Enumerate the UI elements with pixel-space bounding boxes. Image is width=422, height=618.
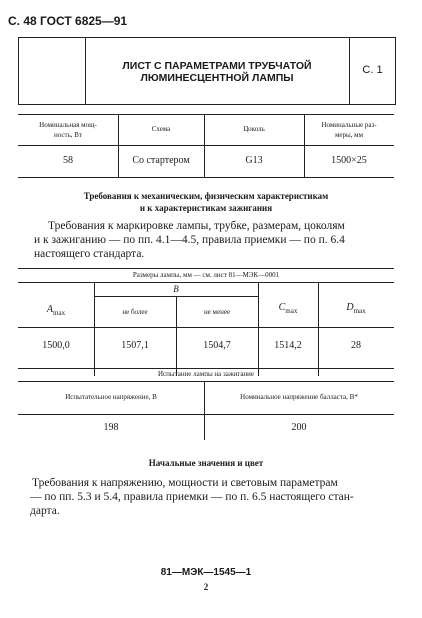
lamp-table [18,114,394,178]
section1-paragraph [34,219,404,261]
title-box [18,37,396,105]
dims-header-c-sub: max [285,307,298,315]
dims-header-a-letter: A [46,304,54,315]
lamp-value-scheme: Со стартером [132,155,190,166]
section2-heading: Начальные значения и цвет [148,458,264,468]
title-line-1: ЛИСТ С ПАРАМЕТРАМИ ТРУБЧАТОЙ [122,60,312,72]
ignition-header-ballast-voltage: Номинальное напряжение балласта, В* [240,393,358,401]
section1-para-line2: и к зажиганию — по пп. 4.1—4.5, правила приемки — по п. 6.4 [34,234,345,246]
section1-para-line1: Требования к маркировке лампы, трубке, размерам, цоколям [48,220,345,232]
lamp-header-power [18,120,118,140]
dims-header-d-sub: max [353,307,366,315]
dims-header-c-letter: C [278,302,286,313]
dims-header-b: B [173,284,179,294]
dims-caption: Размеры лампы, мм — см. лист 81—МЭК—0001 [132,271,280,279]
sheet-number: С. 1 [362,64,383,76]
dims-header-d [318,302,394,313]
dims-header-d-letter: D [346,302,354,313]
footer-code: 81—МЭК—1545—1 [160,567,252,578]
ignition-table [18,368,394,440]
section1-heading [18,190,394,214]
lamp-value-base: G13 [245,155,263,166]
dims-value-c: 1514,2 [274,340,302,351]
ignition-value-test-voltage: 198 [103,422,119,433]
dims-value-a: 1500,0 [42,340,70,351]
section1-heading-line2: и к характеристикам зажигания [139,203,273,213]
lamp-header-power-line2: ность, Вт [53,131,82,139]
dims-header-a [18,304,94,315]
dims-value-b1: 1507,1 [121,340,149,351]
lamp-header-size-line2: меры, мм [334,131,364,139]
lamp-header-size-line1: Номинальные раз- [321,121,377,129]
dims-header-b2: не менее [203,308,231,316]
title-line-2: ЛЮМИНЕСЦЕНТНОЙ ЛАМПЫ [140,72,294,84]
dims-header-a-sub: max [53,309,66,317]
ignition-caption: Испытание лампы на зажигание [157,370,255,378]
dims-value-b2: 1504,7 [203,340,231,351]
title-text [85,60,349,84]
lamp-value-size: 1500×25 [331,155,367,166]
dims-table [18,268,394,376]
dims-header-b1: не более [122,308,148,316]
ignition-header-test-voltage: Испытательное напряжение, В [65,393,157,401]
dims-value-d: 28 [351,340,361,351]
section2-para-line1: Требования к напряжению, мощности и световым параметрам [32,477,338,489]
ignition-value-ballast-voltage: 200 [291,422,307,433]
lamp-value-power: 58 [63,155,73,166]
lamp-header-base: Цоколь [243,125,265,133]
section1-para-line3: настоящего стандарта. [34,248,145,260]
dims-header-c [258,302,318,313]
lamp-header-size [304,120,394,140]
footer-mark: 2 [203,582,209,592]
page-header: С. 48 ГОСТ 6825—91 [8,14,128,28]
lamp-header-power-line1: Номинальная мощ- [39,121,97,129]
section2-para-line3: дарта. [30,505,60,517]
lamp-header-scheme: Схема [151,125,171,133]
section2-para-line2: — по пп. 5.3 и 5.4, правила приемки — по п. 6.5 настоящего стан- [30,491,354,503]
section2-paragraph [30,476,410,518]
section1-heading-line1: Требования к механическим, физическим характеристикам [83,191,329,201]
